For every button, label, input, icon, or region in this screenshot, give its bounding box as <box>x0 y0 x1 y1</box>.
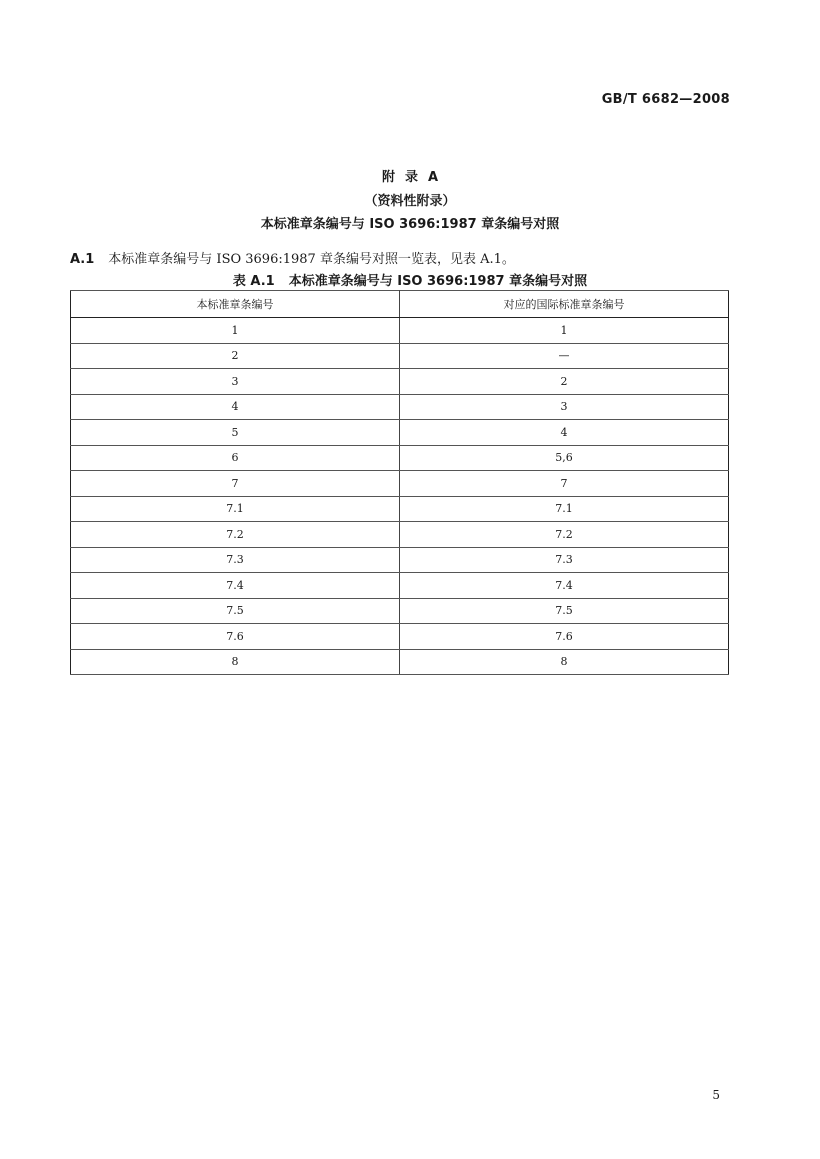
table-caption <box>0 270 820 289</box>
table-cell: 4 <box>400 420 729 446</box>
table-cell: 7.5 <box>71 598 400 624</box>
standard-code: GB/T 6682—2008 <box>601 92 730 107</box>
table-row <box>71 369 729 395</box>
table-cell: 7.3 <box>400 547 729 573</box>
table-row <box>71 624 729 650</box>
clause-mapping-table <box>70 290 729 675</box>
table-cell: 1 <box>400 318 729 344</box>
table-cell: 7.3 <box>71 547 400 573</box>
column-header-this-standard: 本标准章条编号 <box>71 291 400 318</box>
table-row <box>71 318 729 344</box>
table-cell: 6 <box>71 445 400 471</box>
table-row <box>71 573 729 599</box>
table-cell: 7.1 <box>400 496 729 522</box>
table-row <box>71 445 729 471</box>
annex-label: 附录A <box>381 170 449 185</box>
table-cell: 7.6 <box>400 624 729 650</box>
table-row <box>71 343 729 369</box>
table-cell: 8 <box>400 649 729 675</box>
table-cell: 3 <box>71 369 400 395</box>
table-header-row <box>71 291 729 318</box>
page-number: 5 <box>712 1088 720 1102</box>
table-caption-number: 表 A.1 <box>232 274 275 289</box>
table-cell: 3 <box>400 394 729 420</box>
table-cell: — <box>400 343 729 369</box>
table-cell: 8 <box>71 649 400 675</box>
table-cell: 7.2 <box>71 522 400 548</box>
clause-number: A.1 <box>70 252 95 267</box>
table-cell: 7 <box>400 471 729 497</box>
table-cell: 7 <box>71 471 400 497</box>
table-caption-title: 本标准章条编号与 ISO 3696:1987 章条编号对照 <box>288 274 588 289</box>
table-row <box>71 598 729 624</box>
table-row <box>71 394 729 420</box>
table-cell: 7.5 <box>400 598 729 624</box>
table-cell: 1 <box>71 318 400 344</box>
table-row <box>71 649 729 675</box>
table-cell: 7.6 <box>71 624 400 650</box>
table-cell: 7.4 <box>71 573 400 599</box>
table-cell: 7.4 <box>400 573 729 599</box>
annex-nature: （资料性附录） <box>364 194 456 209</box>
table-row <box>71 496 729 522</box>
table-row <box>71 420 729 446</box>
table-cell: 2 <box>71 343 400 369</box>
table-row <box>71 547 729 573</box>
annex-heading: 本标准章条编号与 ISO 3696:1987 章条编号对照 <box>260 217 560 232</box>
table-row <box>71 471 729 497</box>
clause-a1 <box>70 248 515 267</box>
table-cell: 5,6 <box>400 445 729 471</box>
table-cell: 5 <box>71 420 400 446</box>
table-row <box>71 522 729 548</box>
table-cell: 7.1 <box>71 496 400 522</box>
table-cell: 4 <box>71 394 400 420</box>
table-cell: 7.2 <box>400 522 729 548</box>
column-header-international-standard: 对应的国际标准章条编号 <box>400 291 729 318</box>
table-cell: 2 <box>400 369 729 395</box>
clause-text: 本标准章条编号与 ISO 3696:1987 章条编号对照一览表，见表 A.1。 <box>108 252 515 267</box>
